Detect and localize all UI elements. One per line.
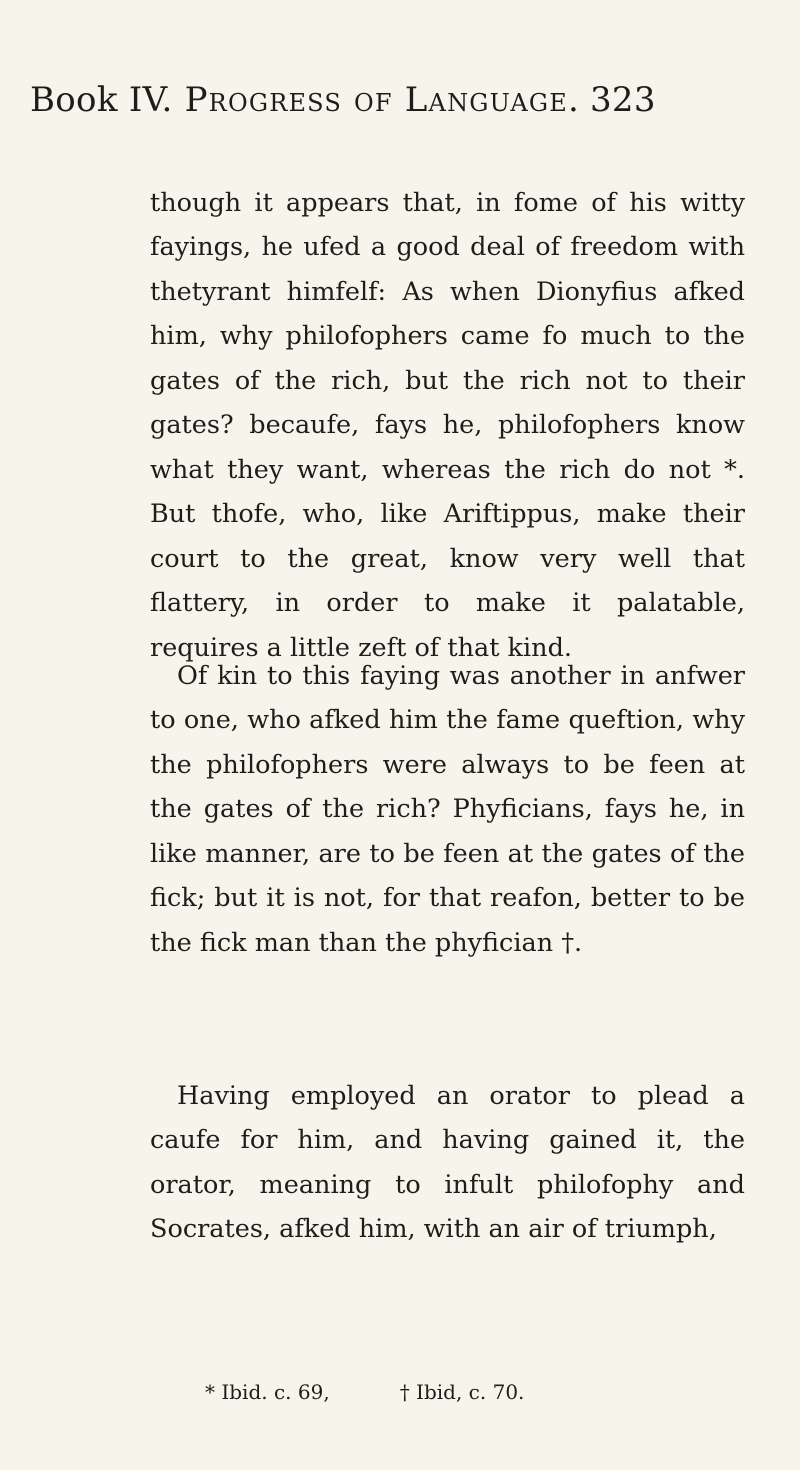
footnote-2: † Ibid, c. 70. [399,1380,525,1404]
running-header [30,78,770,122]
paragraph-1: though it appears that, in fome of his witty fayings, he ufed a good deal of freedom with thetyrant himfelf: As when Dionyfius afked him, why philofophers came fo much to the gates of the rich, but the rich not to their gates? becaufe, fays he, philofophers know what they want, whereas the rich do not *. But thofe, who, like Ariftippus, make their court to the great, know very well that flattery, in order to make it palatable, requires a little zeft of that kind. [150,187,745,663]
footnotes [205,1377,524,1407]
chapter-title: Progress of Language. [184,80,580,120]
footnote-1: * Ibid. c. 69, [205,1380,330,1404]
paragraph-2: Of kin to this faying was another in anfwer to one, who afked him the fame queftion, why the philofophers were always to be feen at the gates of the rich? Phyficians, fays he, in like manner, are to be feen at the gates of the fick; but it is not, for that reafon, better to be the fick man than the phyfician †. [150,660,745,958]
page-number: 323 [589,80,656,120]
book-label: Book IV. [30,80,173,120]
paragraph-3: Having employed an orator to plead a caufe for him, and having gained it, the orator, meaning to infult philofophy and Socrates, afked him, with an air of triumph, [150,1080,745,1244]
